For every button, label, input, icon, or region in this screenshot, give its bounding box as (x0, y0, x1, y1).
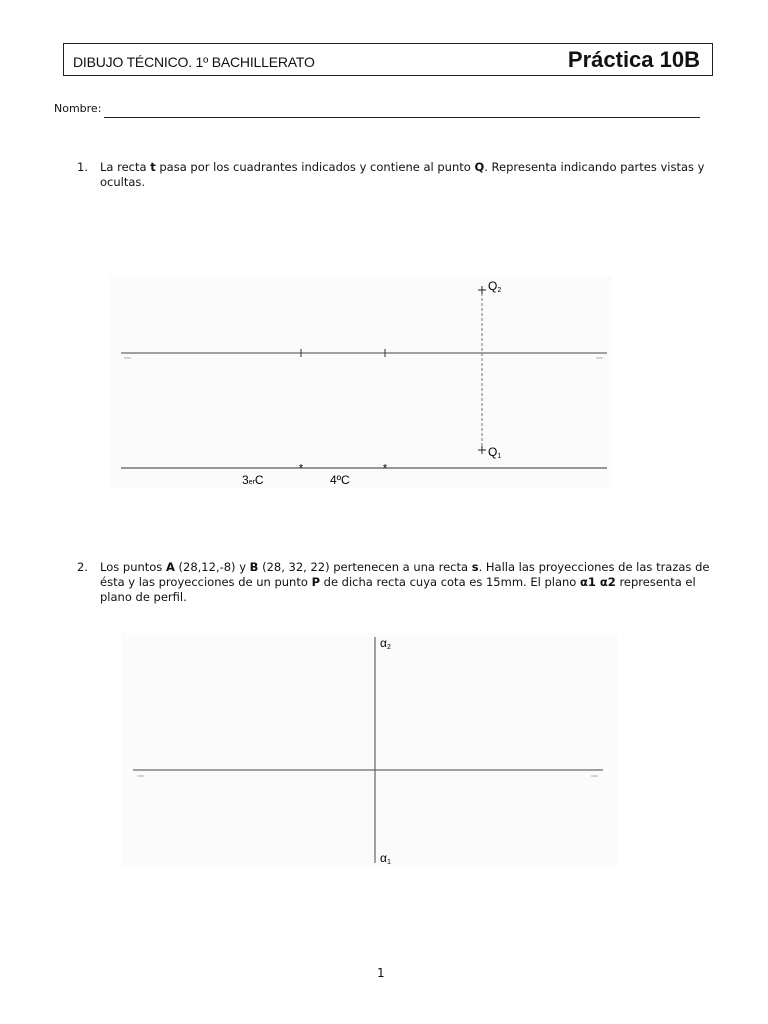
exercise-1-number: 1. (77, 160, 88, 174)
exercise-2-drawing (121, 633, 617, 867)
quadrant-mark-2: * (382, 462, 388, 475)
exercise-2-number: 2. (77, 560, 88, 574)
quadrant-mark-1: * (298, 462, 304, 475)
page-number: 1 (377, 966, 385, 980)
exercise-1-text: La recta t pasa por los cuadrantes indicados y contiene al punto Q. Representa indicando partes vistas y ocultas. (100, 160, 705, 189)
alpha1-label: α1 (380, 851, 391, 866)
name-line[interactable] (104, 117, 700, 118)
exercise-1-drawing (110, 276, 612, 488)
exercise-2-text: Los puntos A (28,12,-8) y B (28, 32, 22) pertenecen a una recta s. Halla las proyecciones de las trazas de ésta y las proyecciones de un punto P de dicha recta cuya cota es 15mm. El plano α1 α2 representa el plano de perfil. (100, 560, 710, 604)
name-label: Nombre: (54, 102, 102, 115)
q2-label: Q2 (488, 279, 502, 294)
q1-label: Q1 (488, 445, 502, 460)
header-box (63, 43, 713, 76)
course-title: DIBUJO TÉCNICO. 1º BACHILLERATO (73, 54, 315, 70)
third-quadrant-label: 3erC (242, 473, 264, 487)
fourth-quadrant-label: 4ºC (330, 473, 350, 487)
practice-title: Práctica 10B (567, 47, 700, 72)
alpha2-label: α2 (380, 636, 391, 651)
